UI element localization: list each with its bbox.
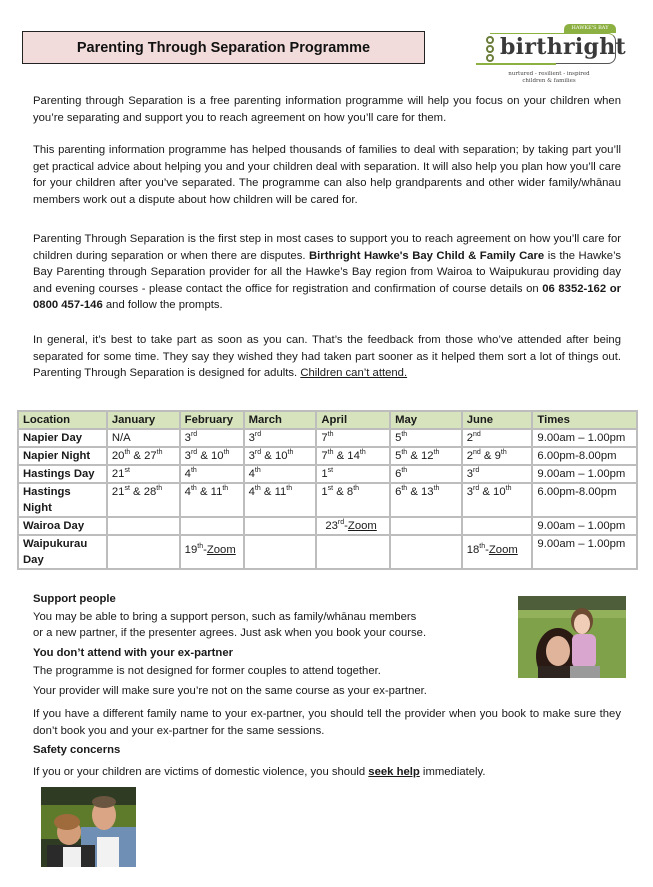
ex-partner-paragraph: If you have a different family name to your ex-partner, you should tell the provider when you book to make sure they don’t book you and your ex-partner for the same sessions.: [33, 708, 621, 737]
date-cell: 1st & 8th: [316, 483, 390, 517]
date-cell: 5th: [390, 429, 462, 447]
father-and-son-photo: [40, 786, 137, 868]
times-cell: 9.00am – 1.00pm: [532, 535, 637, 569]
logo-tagline-line2: children & families: [522, 77, 576, 84]
date-cell: 2nd: [462, 429, 533, 447]
date-cell: 3rd: [180, 429, 244, 447]
intro-paragraph-3: [33, 231, 621, 314]
birthright-logo: [476, 24, 626, 86]
column-header-location: Location: [18, 411, 107, 429]
table-row: [18, 517, 637, 535]
date-cell: 3rd & 10th: [244, 447, 317, 465]
column-header-june: June: [462, 411, 533, 429]
date-cell: 4th: [244, 465, 317, 483]
ex-partner-heading: You don’t attend with your ex-partner: [33, 647, 234, 659]
column-header-march: March: [244, 411, 317, 429]
seek-help-link[interactable]: seek help: [368, 766, 420, 778]
date-cell: 19th-Zoom: [180, 535, 244, 569]
date-cell: 3rd & 10th: [180, 447, 244, 465]
zoom-link[interactable]: Zoom: [488, 544, 518, 556]
date-cell: [390, 517, 462, 535]
intro-paragraph-4: [33, 332, 621, 382]
support-line-1: You may be able to bring a support person, such as family/whānau members: [33, 611, 417, 623]
intro-paragraph-2: This parenting information programme has helped thousands of families to deal with separation; by taking part you’ll get practical advice about helping you and your children deal with separation. It will also help you plan how you’ll care for your children after you’ve separated. The programme can also help grandparents and other wider family/whānau members work out a dispute about how children will be cared for.: [33, 144, 621, 206]
column-header-february: February: [180, 411, 244, 429]
location-cell: Wairoa Day: [18, 517, 107, 535]
location-cell: Hastings Day: [18, 465, 107, 483]
times-cell: 9.00am – 1.00pm: [532, 465, 637, 483]
mother-and-daughter-photo: [517, 595, 627, 679]
date-cell: 21st & 28th: [107, 483, 180, 517]
logo-region-tab: HAWKE'S BAY: [564, 24, 616, 33]
safety-heading: Safety concerns: [33, 744, 121, 756]
location-cell: Waipukurau Day: [18, 535, 107, 569]
column-header-may: May: [390, 411, 462, 429]
column-header-times: Times: [532, 411, 637, 429]
column-header-april: April: [316, 411, 390, 429]
date-cell: 23rd-Zoom: [316, 517, 390, 535]
date-cell: 5th & 12th: [390, 447, 462, 465]
date-cell: 4th & 11th: [180, 483, 244, 517]
phone-numbers: 06 8352-162 or 0800 457-146: [33, 282, 621, 311]
date-cell: 7th: [316, 429, 390, 447]
date-cell: 21st: [107, 465, 180, 483]
date-cell: 4th: [180, 465, 244, 483]
safety-text-b: immediately.: [419, 766, 486, 778]
zoom-link[interactable]: Zoom: [347, 520, 377, 532]
date-cell: 3rd: [244, 429, 317, 447]
date-cell: [107, 535, 180, 569]
table-row: [18, 465, 637, 483]
date-cell: 4th & 11th: [244, 483, 317, 517]
date-cell: [462, 517, 533, 535]
zoom-link[interactable]: Zoom: [206, 544, 236, 556]
spiral-icon: [486, 36, 496, 62]
times-cell: 9.00am – 1.00pm: [532, 517, 637, 535]
p3-text-a: Parenting Through Separation is the first step in most cases to support you to reach agreement on how you’ll care for children during separation or when there are disputes.: [33, 233, 621, 262]
table-row: [18, 483, 637, 517]
location-cell: Hastings Night: [18, 483, 107, 517]
date-cell: 7th & 14th: [316, 447, 390, 465]
date-cell: 3rd & 10th: [462, 483, 533, 517]
intro-paragraph-1: Parenting through Separation is a free parenting information programme will help you focus on your children when you’re separating and support you to reach agreement on how you’ll care for them.: [33, 95, 621, 124]
location-cell: Napier Night: [18, 447, 107, 465]
page-title: Parenting Through Separation Programme: [22, 31, 425, 64]
date-cell: 1st: [316, 465, 390, 483]
table-header-row: [18, 411, 637, 429]
logo-tagline-line1: nurtured - resilient - inspired: [508, 71, 590, 77]
column-header-january: January: [107, 411, 180, 429]
table-row: [18, 447, 637, 465]
p3-text-c: and follow the prompts.: [102, 299, 223, 311]
support-people-heading: Support people: [33, 593, 116, 605]
date-cell: 6th & 13th: [390, 483, 462, 517]
logo-tagline: [476, 71, 622, 84]
table-row: [18, 429, 637, 447]
date-cell: 18th-Zoom: [462, 535, 533, 569]
date-cell: [180, 517, 244, 535]
date-cell: [390, 535, 462, 569]
p4-text: In general, it’s best to take part as soon as you can. That’s the feedback from those who’ve attended after being separated for some time. They say they wished they had taken part sooner as it helped them sort a lot of things out. Parenting Through Separation is designed for adults.: [33, 334, 621, 379]
table-row: [18, 535, 637, 569]
children-cant-attend-link[interactable]: Children can’t attend.: [300, 367, 408, 379]
ex-partner-line-1: The programme is not designed for former couples to attend together.: [33, 665, 381, 677]
date-cell: 6th: [390, 465, 462, 483]
support-line-2: or a new partner, if the presenter agrees. Just ask when you book your course.: [33, 627, 427, 639]
times-cell: 9.00am – 1.00pm: [532, 429, 637, 447]
safety-line: [33, 764, 486, 780]
location-cell: Napier Day: [18, 429, 107, 447]
date-cell: [316, 535, 390, 569]
times-cell: 6.00pm-8.00pm: [532, 447, 637, 465]
date-cell: 2nd & 9th: [462, 447, 533, 465]
ex-partner-line-2: Your provider will make sure you’re not on the same course as your ex-partner.: [33, 685, 427, 697]
date-cell: [244, 517, 317, 535]
p3-text-b: is the Hawke’s Bay Parenting through Separation provider for all the Hawke’s Bay region from Wairoa to Waipukurau providing day and evening courses - please contact the office for registration and confirmation of course details on: [33, 249, 622, 295]
safety-text-a: If you or your children are victims of domestic violence, you should: [33, 766, 369, 778]
provider-name: Birthright Hawke's Bay Child & Family Care: [309, 249, 545, 262]
logo-underline: [476, 63, 556, 65]
date-cell: [244, 535, 317, 569]
times-cell: 6.00pm-8.00pm: [532, 483, 637, 517]
date-cell: 20th & 27th: [107, 447, 180, 465]
logo-wordmark: birthright: [500, 34, 626, 60]
date-cell: N/A: [107, 429, 180, 447]
schedule-table: [17, 410, 638, 570]
date-cell: 3rd: [462, 465, 533, 483]
date-cell: [107, 517, 180, 535]
